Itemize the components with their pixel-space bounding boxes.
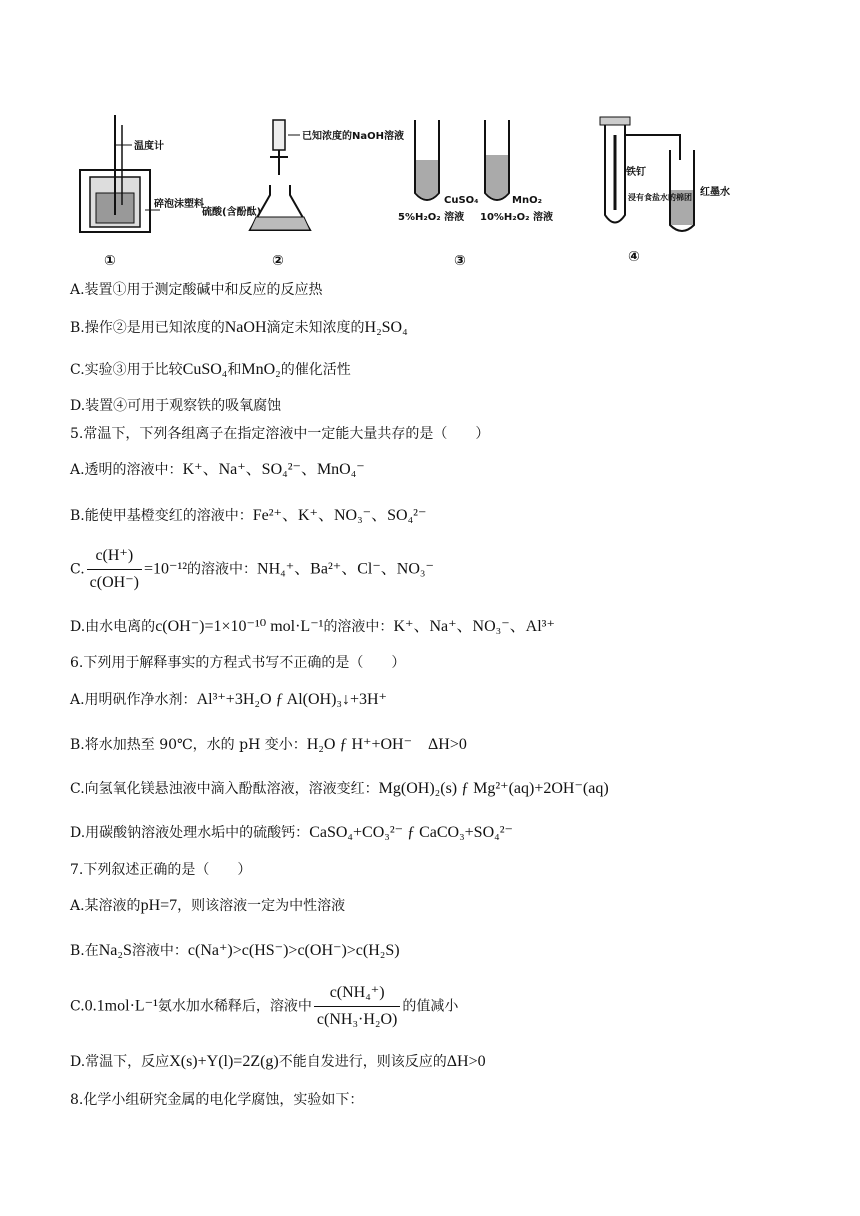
q4-c-cuso4: CuSO₄ <box>182 361 228 378</box>
fig3-right-solution: 10%H₂O₂ 溶液 <box>480 212 554 223</box>
q7-c-pre: C. <box>70 998 85 1015</box>
q7-c-numerator: c(NH₄⁺) <box>314 982 400 1007</box>
q5-c-pre: C. <box>70 561 85 578</box>
q6-option-c <box>70 779 609 799</box>
q6-stem-text: 6.下列用于解释事实的方程式书写不正确的是（ ） <box>70 655 406 671</box>
fig1-foam-label: 碎泡沫塑料 <box>154 199 204 210</box>
q8-stem <box>70 1090 363 1110</box>
q4-c-pre: C.实验③用于比较 <box>70 362 183 378</box>
q5-c-fraction <box>87 545 142 594</box>
q7-option-c <box>70 982 458 1031</box>
fig1-number: ① <box>104 253 116 269</box>
q5-stem-text: 5.常温下，下列各组离子在指定溶液中一定能大量共存的是（ ） <box>70 426 490 442</box>
q4-option-c <box>70 360 351 380</box>
fig3-left-solution: 5%H₂O₂ 溶液 <box>398 212 465 223</box>
q4-b-post: 滴定未知浓度的 <box>266 320 365 336</box>
q4-option-d <box>70 396 281 416</box>
q6-c-pre: C.向氢氧化镁悬浊液中滴入酚酞溶液，溶液变红： <box>70 781 379 797</box>
q7-stem <box>70 860 251 880</box>
q6-d-eq: CaSO₄+CO₃²⁻ ƒ CaCO₃+SO₄²⁻ <box>309 824 513 841</box>
q4-option-a-text: A.装置①用于测定酸碱中和反应的反应热 <box>70 282 323 298</box>
q6-option-d <box>70 823 513 843</box>
fig3-cuso4-label: CuSO₄ <box>444 195 479 206</box>
q7-d-mid: 不能自发进行，则该反应的 <box>278 1054 447 1070</box>
q5-d-expr: c(OH⁻)=1×10⁻¹⁰ mol·L⁻¹ <box>155 618 324 635</box>
q4-option-b <box>70 318 408 338</box>
q8-stem-text: 8.化学小组研究金属的电化学腐蚀，实验如下： <box>70 1092 364 1108</box>
q5-option-d <box>70 617 555 637</box>
q4-option-d-text: D.装置④可用于观察铁的吸氧腐蚀 <box>70 398 282 414</box>
fig2-acid-label: 硫酸(含酚酞) <box>202 207 262 218</box>
q7-b-mid: 溶液中： <box>131 943 188 959</box>
q7-option-b <box>70 941 400 961</box>
q7-a-post: ，则该溶液一定为中性溶液 <box>177 898 346 914</box>
q5-a-pre: A.透明的溶液中： <box>70 462 183 478</box>
apparatus-figures <box>60 105 750 270</box>
fig4-number: ④ <box>628 249 640 265</box>
figure-4-corrosion <box>600 117 730 265</box>
figure-2-titration <box>202 120 404 269</box>
q7-b-expr: c(Na⁺)>c(HS⁻)>c(OH⁻)>c(H₂S) <box>187 942 400 959</box>
q4-c-mno2: MnO₂ <box>241 361 281 378</box>
q6-option-b <box>70 735 467 755</box>
q6-option-a <box>70 690 387 710</box>
q7-d-expr: X(s)+Y(l)=2Z(g) <box>169 1053 279 1070</box>
q4-option-a <box>70 280 323 300</box>
q5-c-eq: =10⁻¹² <box>143 560 188 578</box>
fig2-naoh-label: 已知浓度的NaOH溶液 <box>302 131 404 142</box>
q4-c-post: 的催化活性 <box>280 362 351 378</box>
figure-1-calorimeter <box>80 115 204 269</box>
q7-stem-text: 7.下列叙述正确的是（ ） <box>70 862 252 878</box>
q7-c-fraction <box>314 982 400 1031</box>
q5-option-b <box>70 506 426 526</box>
q5-c-ions: NH₄⁺、Ba²⁺、Cl⁻、NO₃⁻ <box>257 560 434 578</box>
fig3-mno2-label: MnO₂ <box>512 195 542 206</box>
q7-option-d <box>70 1052 486 1072</box>
fig1-thermometer-label: 温度计 <box>134 141 164 152</box>
q5-stem <box>70 424 489 444</box>
q6-d-pre: D.用碳酸钠溶液处理水垢中的硫酸钙： <box>70 825 310 841</box>
q7-b-chem: Na₂S <box>98 942 132 959</box>
q5-option-a <box>70 460 365 480</box>
q4-b-h2so4: H₂SO₄ <box>364 319 408 336</box>
q5-option-c <box>70 545 434 594</box>
q6-b-pre: B.将水加热至 90℃，水的 pH 变小： <box>70 737 307 753</box>
q7-option-a <box>70 896 345 916</box>
fig3-number: ③ <box>454 253 466 269</box>
fig2-number: ② <box>272 253 284 269</box>
q6-stem <box>70 653 405 673</box>
q7-b-pre: B.在 <box>70 943 99 959</box>
q7-c-mid: 氨水加水稀释后，溶液中 <box>157 998 312 1015</box>
q5-d-pre: D.由水电离的 <box>70 619 156 635</box>
q5-b-ions: Fe²⁺、K⁺、NO₃⁻、SO₄²⁻ <box>252 507 427 524</box>
q4-c-mid: 和 <box>227 362 242 378</box>
q7-c-post: 的值减小 <box>402 998 459 1015</box>
q4-b-pre: B.操作②是用已知浓度的 <box>70 320 225 336</box>
fig4-nail-label: 铁钉 <box>626 167 646 178</box>
q4-b-naoh: NaOH <box>224 319 267 336</box>
q5-d-mid: 的溶液中： <box>323 619 394 635</box>
q5-a-ions: K⁺、Na⁺、SO₄²⁻、MnO₄⁻ <box>182 461 365 478</box>
q5-d-ions: K⁺、Na⁺、NO₃⁻、Al³⁺ <box>393 618 555 635</box>
q5-c-mid: 的溶液中： <box>187 561 258 578</box>
q6-a-eq: Al³⁺+3H₂O ƒ Al(OH)₃↓+3H⁺ <box>196 691 387 708</box>
q5-b-pre: B.能使甲基橙变红的溶液中： <box>70 508 253 524</box>
q7-a-pre: A.某溶液的 <box>70 898 141 914</box>
q6-a-pre: A.用明矾作净水剂： <box>70 692 197 708</box>
fig4-ink-label: 红墨水 <box>700 187 730 198</box>
q7-a-expr: pH=7 <box>140 897 178 914</box>
fig4-cotton-label: 浸有食盐水的棉团 <box>628 193 692 202</box>
q6-b-eq: H₂O ƒ H⁺+OH⁻ ΔH>0 <box>306 736 467 753</box>
q5-c-numerator: c(H⁺) <box>87 545 142 570</box>
q7-c-expr: 0.1mol·L⁻¹ <box>84 997 158 1015</box>
figure-3-test-tubes <box>398 120 553 269</box>
q7-c-denominator: c(NH₃·H₂O) <box>316 1011 398 1028</box>
q6-c-eq: Mg(OH)₂(s) ƒ Mg²⁺(aq)+2OH⁻(aq) <box>378 780 609 797</box>
q5-c-denominator: c(OH⁻) <box>89 574 139 591</box>
q7-d-pre: D.常温下，反应 <box>70 1054 170 1070</box>
q7-d-post: ΔH>0 <box>446 1053 486 1070</box>
